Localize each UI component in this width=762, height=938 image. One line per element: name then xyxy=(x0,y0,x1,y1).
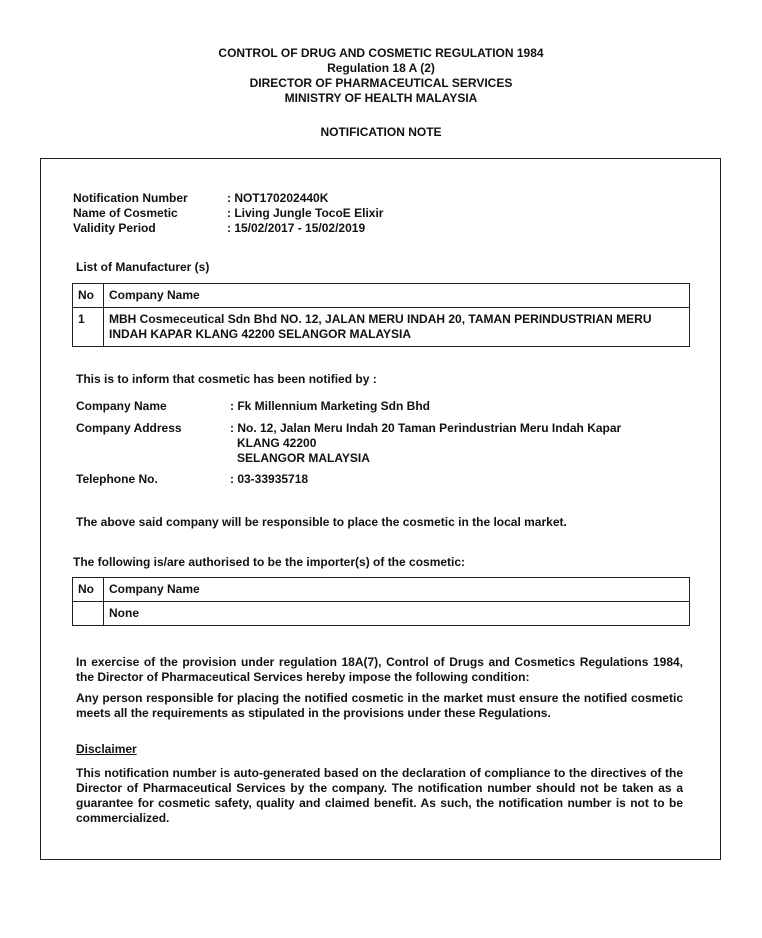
disclaimer-text: This notification number is auto-generated based on the declaration of compliance to the directives of the Director of Pharmaceutical Services by the company. The notification number should not be taken as a guarantee for cosmetic safety, quality and claimed benefit. As such, the notification number is not to be commercialized. xyxy=(76,766,683,825)
detail-notification-number xyxy=(73,191,383,206)
condition-paragraph: Any person responsible for placing the notified cosmetic in the market must ensure the notified cosmetic meets all the requirements as stipulated in the provisions under these Regulations. xyxy=(76,691,683,720)
table-header-row xyxy=(73,284,690,308)
company-address-label: Company Address xyxy=(76,421,182,435)
telephone-label: Telephone No. xyxy=(76,472,158,486)
address-line-3: SELANGOR MALAYSIA xyxy=(237,451,370,465)
column-header-company-name: Company Name xyxy=(104,578,690,602)
notification-note-title: NOTIFICATION NOTE xyxy=(320,125,442,139)
regulation-number: Regulation 18 A (2) xyxy=(327,61,435,75)
document-header xyxy=(0,46,762,140)
detail-label: Notification Number xyxy=(73,191,188,205)
column-header-no: No xyxy=(73,578,104,602)
notifier-phone-row xyxy=(76,472,621,487)
manufacturers-table xyxy=(72,283,690,347)
column-header-company-name: Company Name xyxy=(104,284,690,308)
telephone-value: : 03-33935718 xyxy=(230,472,309,486)
responsibility-statement: The above said company will be responsible to place the cosmetic in the local market. xyxy=(76,515,567,529)
detail-value: : Living Jungle TocoE Elixir xyxy=(227,206,384,220)
detail-value: : NOT170202440K xyxy=(227,191,329,205)
table-row xyxy=(73,602,690,626)
regulation-title: CONTROL OF DRUG AND COSMETIC REGULATION 1984 xyxy=(218,46,544,60)
importers-heading: The following is/are authorised to be the importer(s) of the cosmetic: xyxy=(73,555,466,569)
detail-value: : 15/02/2017 - 15/02/2019 xyxy=(227,221,366,235)
table-row xyxy=(73,308,690,347)
company-address-value xyxy=(230,421,621,466)
cell-company-name: None xyxy=(104,602,690,626)
detail-label: Validity Period xyxy=(73,221,156,235)
notifier-company-name-row xyxy=(76,399,621,414)
detail-label: Name of Cosmetic xyxy=(73,206,178,220)
ministry-title: MINISTRY OF HEALTH MALAYSIA xyxy=(284,91,478,105)
detail-cosmetic-name xyxy=(73,206,383,221)
importers-table xyxy=(72,577,690,626)
company-name-value: : Fk Millennium Marketing Sdn Bhd xyxy=(230,399,431,413)
disclaimer-title: Disclaimer xyxy=(76,742,137,756)
director-title: DIRECTOR OF PHARMACEUTICAL SERVICES xyxy=(249,76,513,90)
notifier-address-row xyxy=(76,421,621,466)
cell-no: 1 xyxy=(73,308,104,347)
cell-company-name: MBH Cosmeceutical Sdn Bhd NO. 12, JALAN MERU INDAH 20, TAMAN PERINDUSTRIAN MERU INDAH KAPAR KLANG 42200 SELANGOR MALAYSIA xyxy=(104,308,690,347)
detail-validity-period xyxy=(73,221,383,236)
company-name-label: Company Name xyxy=(76,399,167,413)
manufacturers-heading: List of Manufacturer (s) xyxy=(76,260,210,274)
notified-by-intro: This is to inform that cosmetic has been notified by : xyxy=(76,372,377,386)
notifier-details xyxy=(76,399,621,487)
column-header-no: No xyxy=(73,284,104,308)
cell-no xyxy=(73,602,104,626)
provision-paragraph: In exercise of the provision under regulation 18A(7), Control of Drugs and Cosmetics Regulations 1984, the Director of Pharmaceutical Services hereby impose the following condition: xyxy=(76,655,683,684)
table-header-row xyxy=(73,578,690,602)
address-line-1: : No. 12, Jalan Meru Indah 20 Taman Perindustrian Meru Indah Kapar xyxy=(230,421,622,435)
notification-details xyxy=(73,191,383,236)
address-line-2: KLANG 42200 xyxy=(237,436,317,450)
